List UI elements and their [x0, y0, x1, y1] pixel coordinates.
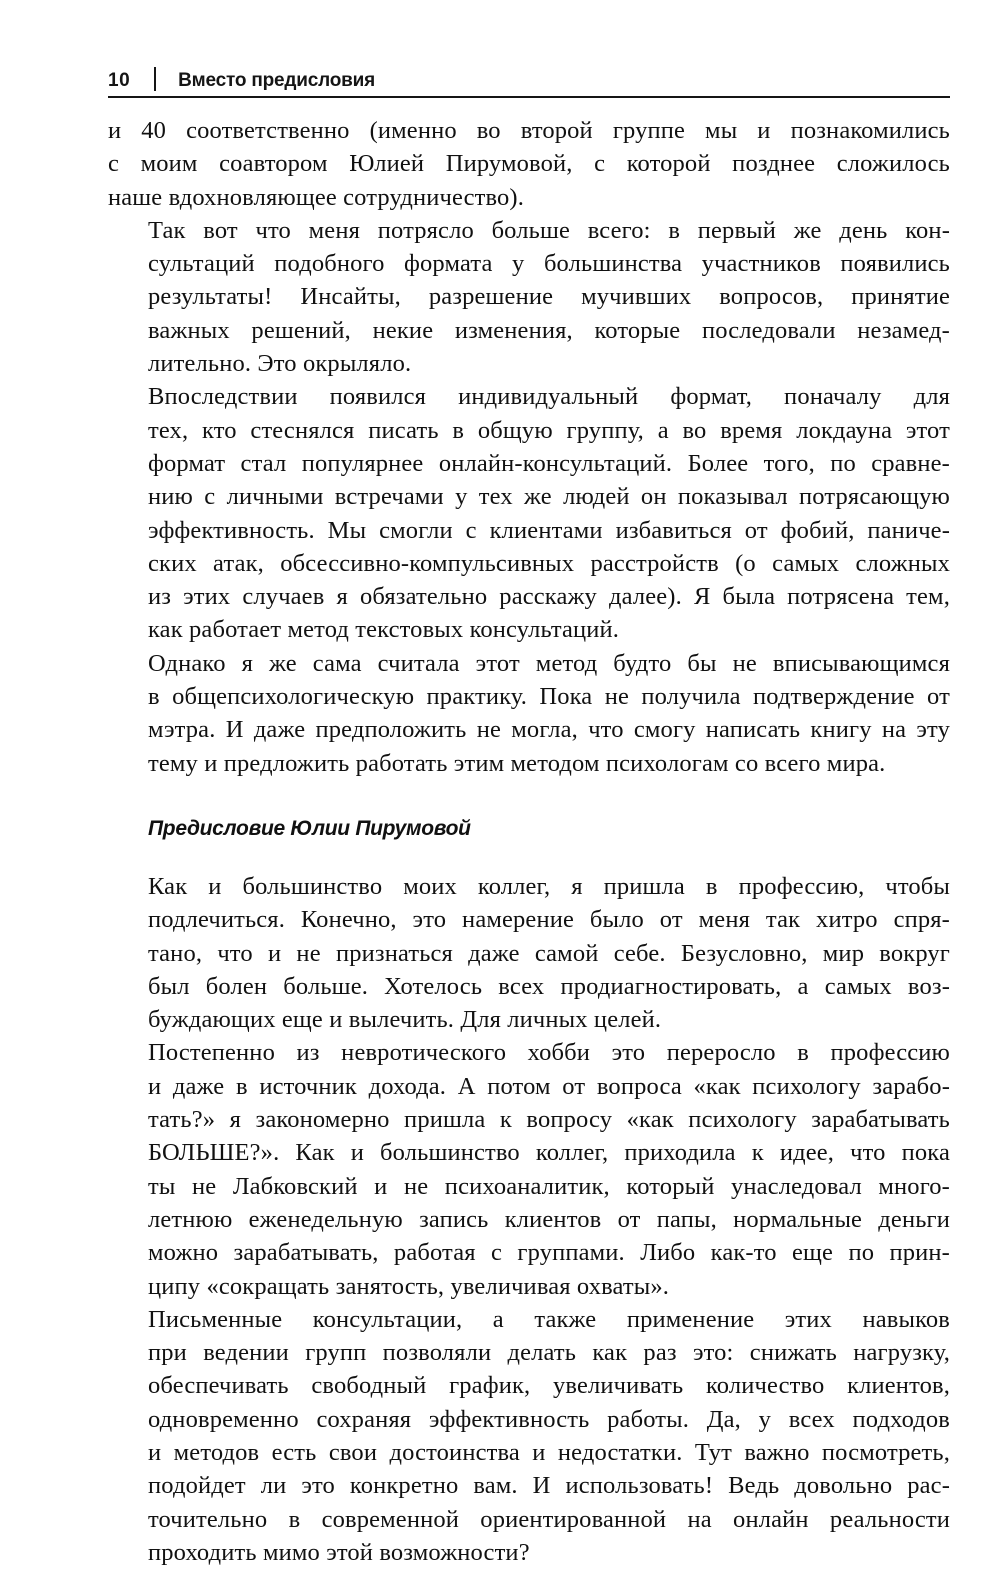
paragraph	[108, 380, 950, 646]
text-line: проходить мимо этой возможности?	[148, 1538, 530, 1566]
text-line: в общепсихологическую практику. Пока не получила подтверждение от	[148, 683, 950, 711]
paragraph	[108, 870, 950, 1036]
text-line: наше вдохновляющее сотрудничество).	[108, 183, 525, 211]
running-head-title: Вместо предисловия	[178, 70, 375, 91]
text-line: эффективность. Мы смогли с клиентами избавиться от фобий, паниче-	[148, 516, 950, 544]
text-line: и даже в источник дохода. А потом от вопроса «как психологу зарабо-	[148, 1072, 950, 1100]
text-line: подойдет ли это конкретно вам. И использовать! Ведь довольно рас-	[148, 1472, 950, 1500]
text-line: при ведении групп позволяли делать как раз это: снижать нагрузку,	[148, 1339, 950, 1367]
text-line: Впоследствии появился индивидуальный формат, поначалу для	[148, 383, 950, 411]
text-line: сультаций подобного формата у большинства участников появились	[148, 250, 950, 278]
text-line: одновременно сохраняя эффективность работы. Да, у всех подходов	[148, 1405, 950, 1433]
paragraph	[108, 647, 950, 780]
paragraph	[108, 114, 950, 214]
subheading: Предисловие Юлии Пирумовой	[148, 816, 471, 840]
text-line: ты не Лабковский и не психоаналитик, который унаследовал много-	[148, 1172, 950, 1200]
text-line: мэтра. И даже предположить не могла, что смогу написать книгу на эту	[148, 716, 950, 744]
text-line: тех, кто стеснялся писать в общую группу, а во время локдауна этот	[148, 416, 950, 444]
text-line: результаты! Инсайты, разрешение мучивших вопросов, принятие	[148, 283, 950, 311]
text-line: Так вот что меня потрясло больше всего: в первый же день кон-	[148, 216, 950, 244]
text-line: подлечиться. Конечно, это намерение было от меня так хитро спря-	[148, 906, 950, 934]
section-authors-intro	[108, 114, 950, 780]
text-line: Однако я же сама считала этот метод будто бы не вписывающимся	[148, 649, 950, 677]
text-line: летнюю еженедельную запись клиентов от папы, нормальные деньги	[148, 1205, 950, 1233]
text-line: Письменные консультации, а также применение этих навыков	[148, 1305, 950, 1333]
paragraph	[108, 1036, 950, 1302]
text-line: Как и большинство моих коллег, я пришла в профессию, чтобы	[148, 872, 950, 900]
text-line: нию с личными встречами у тех же людей он показывал потрясающую	[148, 483, 950, 511]
text-line: и методов есть свои достоинства и недостатки. Тут важно посмотреть,	[148, 1438, 950, 1466]
text-line: и 40 соответственно (именно во второй группе мы и познакомились	[108, 117, 950, 144]
header-rule	[108, 96, 950, 98]
text-line: формат стал популярнее онлайн-консультаций. Более того, по сравне-	[148, 449, 950, 477]
text-line: тать?» я закономерно пришла к вопросу «как психологу зарабатывать	[148, 1106, 950, 1134]
text-line: был болен больше. Хотелось всех продиагностировать, а самых воз-	[148, 972, 950, 1000]
text-line: тему и предложить работать этим методом психологам со всего мира.	[148, 749, 886, 777]
text-line: Постепенно из невротического хобби это переросло в профессию	[148, 1039, 950, 1067]
paragraph	[108, 214, 950, 380]
text-line: ципу «сокращать занятость, увеличивая охваты».	[148, 1272, 670, 1300]
text-line: можно зарабатывать, работая с группами. Либо как-то еще по прин-	[148, 1239, 950, 1267]
text-line: важных решений, некие изменения, которые последовали незамед-	[148, 316, 950, 344]
section-pirumova-foreword	[108, 870, 950, 1569]
page-number: 10	[108, 70, 131, 91]
text-line: из этих случаев я обязательно расскажу далее). Я была потрясена тем,	[148, 583, 950, 611]
text-line: как работает метод текстовых консультаций.	[148, 616, 620, 644]
text-line: буждающих еще и вылечить. Для личных целей.	[148, 1006, 662, 1034]
text-line: БОЛЬШЕ?». Как и большинство коллег, приходила к идее, что пока	[148, 1139, 950, 1167]
text-line: с моим соавтором Юлией Пирумовой, с которой позднее сложилось	[108, 150, 950, 178]
text-line: обеспечивать свободный график, увеличивать количество клиентов,	[148, 1372, 950, 1400]
text-line: тано, что и не признаться даже самой себе. Безусловно, мир вокруг	[148, 939, 950, 967]
text-line: ских атак, обсессивно-компульсивных расстройств (о самых сложных	[148, 549, 950, 577]
text-line: точительно в современной ориентированной на онлайн реальности	[148, 1505, 950, 1533]
running-head	[108, 66, 950, 96]
paragraph	[108, 1303, 950, 1569]
header-separator	[154, 67, 156, 91]
body-text	[108, 114, 950, 1569]
book-page	[108, 0, 950, 1566]
text-line: лительно. Это окрыляло.	[148, 350, 412, 378]
